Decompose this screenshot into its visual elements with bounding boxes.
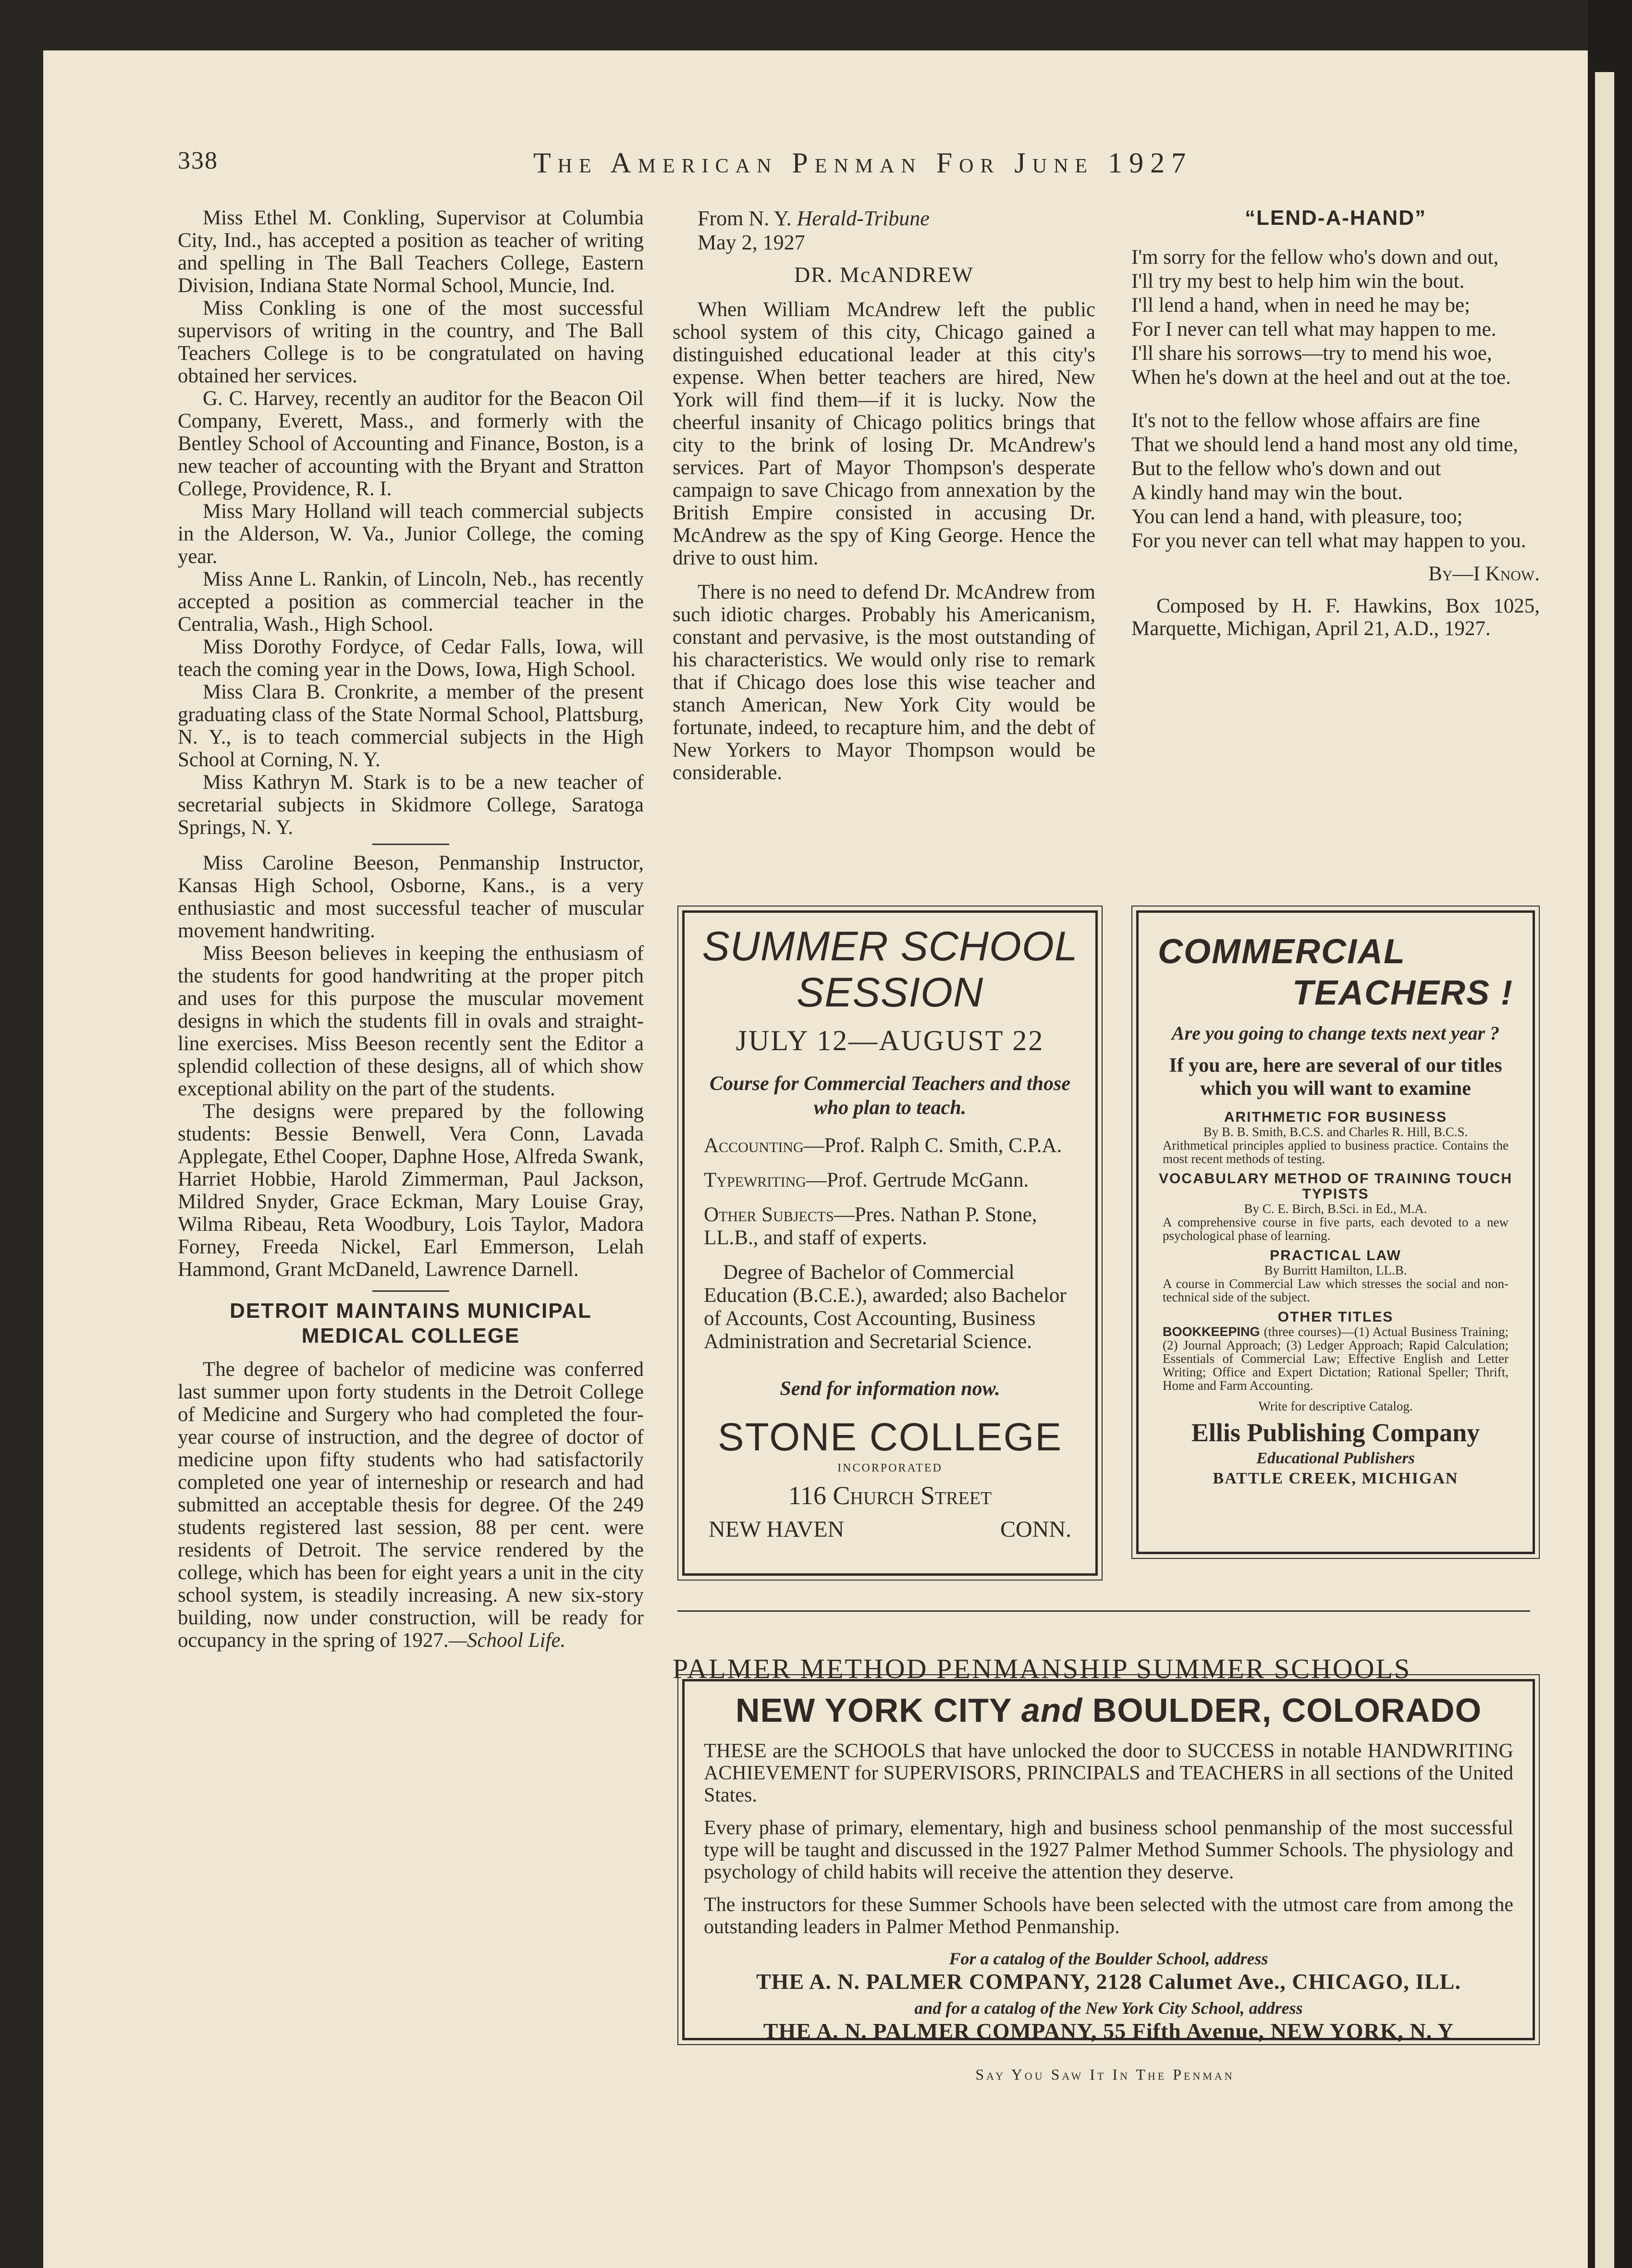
book-list [1139,1110,1533,1304]
poem-line: But to the fellow who's down and out [1131,457,1441,480]
column-right [1131,207,1540,640]
paragraph: The designs were prepared by the following students: Bessie Benwell, Vera Conn, Lavada Applegate, Ethel Cooper, Daphne Hose, Alfreda Swank, Harriet Hobbie, Harold Zimmerman, Paul Jackson, Mildred Snyder, Grace Eckman, Mary Louise Gray, Wilma Ribeau, Reta Woodbury, Lois Taylor, Madora Forney, Freeda Nickel, Earl Emmerson, Lelah Hammond, Grant McDaneld, Lawrence Darnell. [178,1100,644,1281]
poem-title: “LEND-A-HAND” [1245,206,1426,230]
ad-course: Course for Commercial Teachers and those who plan to teach. [710,1073,1070,1119]
paragraph: Miss Kathryn M. Stark is to be a new teacher of secretarial subjects in Skidmore College, Saratoga Springs, N. Y. [178,771,644,839]
publisher-city: BATTLE CREEK, MICHIGAN [1213,1470,1459,1487]
palmer-ad-intro: THESE are the SCHOOLS that have unlocked the door to SUCCESS in notable HANDWRITING ACHIEVEMENT for SUPERVISORS, PRINCIPALS and TEACHERS in all sections of the United States. [704,1740,1513,1806]
palmer-ad-instructors: The instructors for these Summer Schools have been selected with the utmost care from among the outstanding leaders in Palmer Method Penmanship. [704,1894,1513,1938]
paragraph: G. C. Harvey, recently an auditor for the Beacon Oil Company, Everett, Mass., and formerly with the Bentley School of Accounting and Finance, Boston, is a new teacher of accounting with the Bryant and Stratton College, Providence, R. I. [178,387,644,500]
catalog-note-boulder: For a catalog of the Boulder School, address [949,1949,1268,1968]
book-author: By Burritt Hamilton, LL.B. [1264,1263,1407,1277]
college-name: STONE COLLEGE [717,1415,1063,1459]
paragraph: Miss Clara B. Cronkrite, a member of the present graduating class of the State Normal School, Plattsburg, N. Y., is to teach commercial subjects in the High School at Corning, N. Y. [178,681,644,771]
paragraph: Miss Conkling is one of the most successful supervisors of writing in the country, and The Ball Teachers College is to be congratulated on having obtained her services. [178,297,644,387]
next-page-edge [1595,72,1614,2268]
paragraph: Miss Anne L. Rankin, of Lincoln, Neb., has recently accepted a position as commercial teacher in the Centralia, Wash., High School. [178,568,644,636]
page-footer: Say You Saw It In The Penman [975,2066,1235,2083]
source-line: From N. Y. Herald-Tribune [698,207,930,230]
publisher-tagline: Educational Publishers [1256,1449,1415,1467]
palmer-ad-locations: NEW YORK CITY and BOULDER, COLORADO [735,1692,1482,1729]
paragraph: Miss Dorothy Fordyce, of Cedar Falls, Iowa, will teach the coming year in the Dows, Iowa, High School. [178,636,644,681]
ad-subjects [685,1134,1095,1250]
paragraph: There is no need to defend Dr. McAndrew from such idiotic charges. Probably his Americanism, constant and pervasive, is the most outstanding of his characteristics. We would only rise to remark that if Chicago does lose this wise teacher and stanch American, New York City would be fortunate, indeed, to recapture him, and the debt of New Yorkers to Mayor Thompson would be considerable. [673,581,1095,784]
address-chicago: THE A. N. PALMER COMPANY, 2128 Calumet Ave., CHICAGO, ILL. [756,1969,1461,1994]
ad-title: SUMMER SCHOOL SESSION [702,923,1078,1016]
poem-line: For I never can tell what may happen to me. [1131,318,1497,341]
palmer-ad-body: Every phase of primary, elementary, high and business school penmanship of the most successful type will be taught and discussed in the 1927 Palmer Method Summer Schools. The physiology and psychology of child habits will receive the attention they deserve. [704,1817,1513,1883]
ad-dates: JULY 12—AUGUST 22 [736,1025,1044,1056]
running-title: The American Penman For June 1927 [533,147,1193,179]
page-header [178,147,1523,180]
publisher-name: Ellis Publishing Company [1191,1418,1480,1447]
article-title: DR. McANDREW [794,262,974,287]
divider [372,1290,449,1292]
column-middle [673,207,1095,784]
subject-teacher: —Pres. Nathan P. Stone, LL.B., and staff of experts. [704,1203,1037,1249]
other-titles-heading: OTHER TITLES [1277,1309,1394,1325]
book-description: A course in Commercial Law which stresses the social and non-technical side of the subject. [1163,1276,1509,1304]
paragraph: Miss Caroline Beeson, Penmanship Instructor, Kansas High School, Osborne, Kans., is a very enthusiastic and most successful teacher of muscular movement handwriting. [178,852,644,942]
poem-line: I'm sorry for the fellow who's down and out, [1131,246,1499,269]
book-description: A comprehensive course in five parts, each devoted to a new psychological phase of learning. [1163,1215,1509,1243]
paragraph: Miss Beeson believes in keeping the enthusiasm of the students for good handwriting at the proper pitch and uses for this purpose the muscular movement designs in which the students fill in ovals and straight-line exercises. Miss Beeson recently sent the Editor a splendid collection of these designs, all of which show exceptional ability on the part of the students. [178,942,644,1100]
book-title: ARITHMETIC FOR BUSINESS [1224,1109,1448,1125]
book-author: By B. B. Smith, B.C.S. and Charles R. Hill, B.C.S. [1203,1125,1468,1139]
poem-line: I'll lend a hand, when in need he may be; [1131,294,1471,317]
poem-stanza-2 [1131,409,1540,553]
poem-author: By—I Know. [1428,563,1540,585]
poem-line: You can lend a hand, with pleasure, too; [1131,505,1463,528]
ad-question: Are you going to change texts next year ? [1171,1022,1500,1044]
poem-line: It's not to the fellow whose affairs are fine [1131,409,1480,432]
catalog-note: Write for descriptive Catalog. [1258,1399,1413,1413]
poem-line: For you never can tell what may happen to you. [1131,529,1526,552]
ad-title-line-2: TEACHERS ! [1292,974,1513,1012]
subject-item [704,1169,1076,1192]
address-new-york: THE A. N. PALMER COMPANY, 55 Fifth Avenue, NEW YORK, N. Y [763,2019,1454,2043]
palmer-ad-title: PALMER METHOD PENMANSHIP SUMMER SCHOOLS [673,1653,1411,1684]
paragraph: Miss Ethel M. Conkling, Supervisor at Columbia City, Ind., has accepted a position as teacher of writing and spelling in The Ball Teachers College, Eastern Division, Indiana State Normal School, Muncie, Ind. [178,207,644,297]
poem-line: I'll try my best to help him win the bout. [1131,270,1465,293]
poem-note: Composed by H. F. Hawkins, Box 1025, Marquette, Michigan, April 21, A.D., 1927. [1131,595,1540,640]
other-titles-text: BOOKKEEPING (three courses)—(1) Actual Business Training; (2) Journal Approach; (3) Ledger Approach; Rapid Calculation; Essentials of Commercial Law; Effective English and Letter Writing; Office and Expert Dictation; Rational Speller; Thrift, Home and Farm Accounting. [1163,1324,1509,1393]
subject-teacher: —Prof. Gertrude McGann. [806,1169,1029,1191]
palmer-ad [682,1679,1535,2043]
book-author: By C. E. Birch, B.Sci. in Ed., M.A. [1244,1201,1427,1216]
commercial-teachers-ad [1136,910,1535,1554]
subject-teacher: —Prof. Ralph C. Smith, C.P.A. [803,1134,1062,1157]
ad-title-line-1: COMMERCIAL [1158,932,1406,971]
subject-name: Other Subjects [704,1203,834,1226]
paragraph: When William McAndrew left the public school system of this city, Chicago gained a distinguished educational leader at this city's expense. When better teachers are hired, New York will find them—if it is lucky. Now the cheerful insanity of Chicago politics brings that city to the brink of losing Dr. McAndrew's services. Part of Mayor Thompson's desperate campaign to save Chicago from annexation by the British Empire consisted in accusing Dr. McAndrew as the spy of King George. Hence the drive to oust him. [673,298,1095,569]
book-title: VOCABULARY METHOD OF TRAINING TOUCH TYPISTS [1158,1171,1513,1202]
summer-school-ad [682,910,1098,1576]
poem-line: That we should lend a hand most any old time, [1131,433,1518,456]
book-description: Arithmetical principles applied to business practice. Contains the most recent methods of testing. [1163,1138,1509,1166]
incorporated: INCORPORATED [837,1462,943,1474]
city-line: NEW HAVEN CONN. [709,1517,1071,1542]
poem-line: A kindly hand may win the bout. [1131,481,1403,504]
detroit-heading: DETROIT MAINTAINS MUNICIPAL MEDICAL COLLEGE [230,1299,592,1348]
poem-stanza-1 [1131,245,1540,390]
ad-lead: If you are, here are several of our titles which you will want to examine [1169,1054,1502,1100]
poem-line: I'll share his sorrows—try to mend his woe, [1131,342,1492,365]
column-left [178,207,644,1652]
page-number: 338 [178,147,218,174]
catalog-note-nyc: and for a catalog of the New York City School, address [914,1998,1303,2018]
ad-degrees: Degree of Bachelor of Commercial Education (B.C.E.), awarded; also Bachelor of Accounts, Cost Accounting, Business Administration and Secretarial Science. [704,1261,1067,1353]
divider [372,844,449,845]
book-title: PRACTICAL LAW [1270,1248,1401,1263]
subject-item [704,1134,1076,1157]
street-address: 116 Church Street [788,1481,992,1510]
detroit-article: The degree of bachelor of medicine was conferred last summer upon forty students in the Detroit College of Medicine and Surgery who had completed the four-year course of instruction, and the degree of doctor of medicine upon fifty students who had satisfactorily completed one year of interneship or research and had submitted an acceptable thesis for degree. Of the 249 students registered last session, 88 per cent. were residents of Detroit. The service rendered by the college, which has been for eight years a unit in the city school system, is steadily increasing. A new six-story building, now under construction, will be ready for occupancy in the spring of 1927.—School Life. [178,1358,644,1652]
section-divider [677,1610,1530,1612]
subject-name: Typewriting [704,1169,806,1191]
subject-name: Accounting [704,1134,804,1157]
subject-item [704,1203,1076,1250]
ad-send: Send for information now. [780,1378,1000,1400]
mcandrew-article [673,298,1095,784]
source-date: May 2, 1927 [698,231,805,254]
poem-line: When he's down at the heel and out at the toe. [1131,366,1511,389]
beeson-article [178,852,644,1281]
paragraph: Miss Mary Holland will teach commercial subjects in the Alderson, W. Va., Junior College, the coming year. [178,500,644,568]
personal-notes [178,207,644,839]
